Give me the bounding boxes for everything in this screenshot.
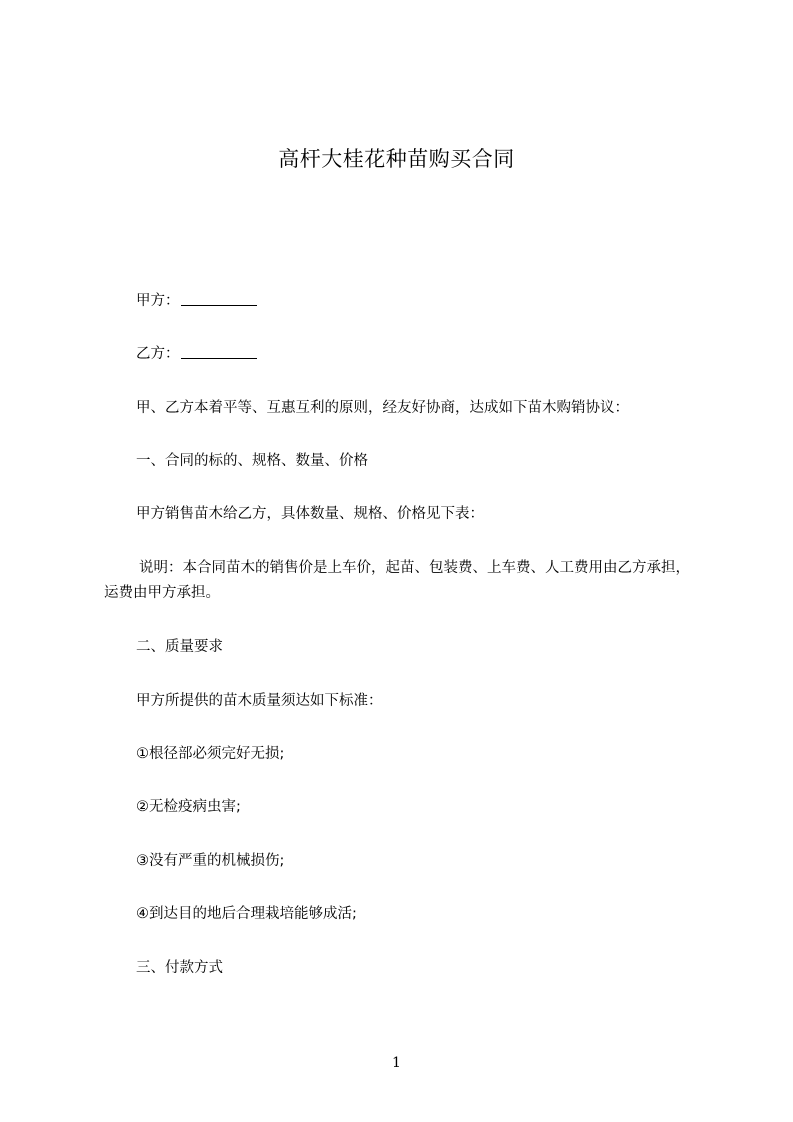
requirement-item: ③没有严重的机械损伤; (136, 853, 285, 869)
section1-note: 说明：本合同苗木的销售价是上车价，起苗、包装费、上车费、人工费用由乙方承担，运费由甲方承担。 (104, 560, 690, 601)
section2-text: 甲方所提供的苗木质量须达如下标准： (136, 693, 383, 709)
party-a-blank (181, 290, 257, 306)
requirement-item: ①根径部必须完好无损; (136, 746, 285, 762)
section3-heading: 三、付款方式 (136, 960, 223, 976)
document-title: 高杆大桂花种苗购买合同 (278, 147, 515, 171)
page-number: 1 (392, 1055, 401, 1071)
requirement-item: ④到达目的地后合理栽培能够成活; (136, 906, 357, 922)
party-b-line (136, 342, 257, 366)
intro-paragraph: 甲、乙方本着平等、互惠互利的原则，经友好协商，达成如下苗木购销协议： (136, 400, 629, 416)
party-a-label: 甲方： (136, 293, 180, 309)
requirement-item: ②无检疫病虫害; (136, 799, 241, 815)
party-a-line (136, 289, 257, 313)
section1-heading: 一、合同的标的、规格、数量、价格 (136, 453, 368, 469)
section1-text: 甲方销售苗木给乙方，具体数量、规格、价格见下表： (136, 506, 484, 522)
party-b-label: 乙方： (136, 346, 180, 362)
section2-heading: 二、质量要求 (136, 639, 223, 655)
party-b-blank (181, 343, 257, 359)
